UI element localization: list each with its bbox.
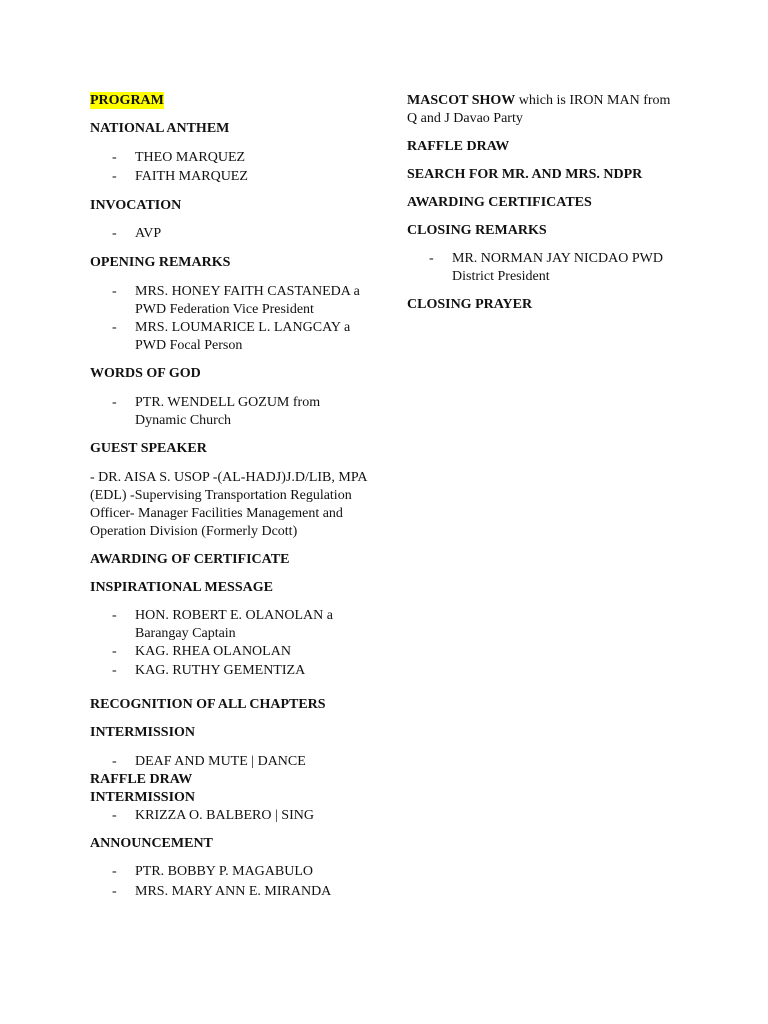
list-item xyxy=(407,250,677,286)
closing-prayer-heading: CLOSING PRAYER xyxy=(407,297,533,312)
list-item xyxy=(90,643,372,661)
search-heading: SEARCH FOR MR. AND MRS. NDPR xyxy=(407,167,643,182)
list-item xyxy=(90,225,372,243)
list-item xyxy=(90,319,372,355)
list-item-text: DEAF AND MUTE | DANCE xyxy=(135,754,306,769)
raffle-draw-heading: RAFFLE DRAW xyxy=(90,772,193,787)
list-item-text: FAITH MARQUEZ xyxy=(135,169,248,184)
mascot-show-text xyxy=(407,92,677,128)
mascot-show-heading: MASCOT SHOW xyxy=(407,93,516,108)
left-column xyxy=(90,92,372,901)
mascot-show-detail: which is IRON MAN from Q and J Davao Party xyxy=(407,93,671,126)
invocation-heading: INVOCATION xyxy=(90,198,182,213)
dash-marker: - xyxy=(112,320,117,335)
dash-marker: - xyxy=(112,884,117,899)
words-of-god-heading: WORDS OF GOD xyxy=(90,366,201,381)
list-item xyxy=(90,168,372,186)
list-item xyxy=(90,753,372,771)
dash-marker: - xyxy=(112,864,117,879)
dash-marker: - xyxy=(112,169,117,184)
closing-remarks-heading: CLOSING REMARKS xyxy=(407,223,547,238)
list-item-text: AVP xyxy=(135,226,162,241)
intermission-heading: INTERMISSION xyxy=(90,725,196,740)
dash-marker: - xyxy=(112,754,117,769)
awarding-of-certificate-heading: AWARDING OF CERTIFICATE xyxy=(90,552,290,567)
national-anthem-heading: NATIONAL ANTHEM xyxy=(90,121,230,136)
list-item xyxy=(90,149,372,167)
list-item-text: KAG. RUTHY GEMENTIZA xyxy=(135,663,306,678)
dash-marker: - xyxy=(112,284,117,299)
dash-marker: - xyxy=(112,226,117,241)
dash-marker: - xyxy=(112,663,117,678)
list-item-text: PTR. BOBBY P. MAGABULO xyxy=(135,864,314,879)
recognition-heading: RECOGNITION OF ALL CHAPTERS xyxy=(90,697,326,712)
list-item-text: PTR. WENDELL GOZUM from Dynamic Church xyxy=(135,395,321,428)
list-item xyxy=(90,863,372,881)
list-item xyxy=(90,607,372,643)
list-item-text: MRS. LOUMARICE L. LANGCAY a PWD Focal Person xyxy=(135,320,351,353)
list-item-text: MRS. HONEY FAITH CASTANEDA a PWD Federation Vice President xyxy=(135,284,360,317)
inspirational-message-heading: INSPIRATIONAL MESSAGE xyxy=(90,580,273,595)
program-highlight: PROGRAM xyxy=(90,93,164,108)
dash-marker: - xyxy=(112,608,117,623)
announcement-heading: ANNOUNCEMENT xyxy=(90,836,213,851)
right-column xyxy=(407,92,677,314)
list-item xyxy=(90,662,372,680)
dash-marker: - xyxy=(112,644,117,659)
program-title xyxy=(90,92,372,110)
guest-speaker-text: - DR. AISA S. USOP -(AL-HADJ)J.D/LIB, MPA (EDL) -Supervising Transportation Regulation Officer- Manager Facilities Management and Operation Division (Formerly Dcott) xyxy=(90,470,367,539)
dash-marker: - xyxy=(429,251,434,266)
list-item xyxy=(90,807,372,825)
guest-speaker-heading: GUEST SPEAKER xyxy=(90,441,207,456)
list-item-text: MR. NORMAN JAY NICDAO PWD District President xyxy=(452,251,663,284)
list-item xyxy=(90,883,372,901)
list-item-text: HON. ROBERT E. OLANOLAN a Barangay Captain xyxy=(135,608,333,641)
list-item-text: THEO MARQUEZ xyxy=(135,150,246,165)
list-item-text: MRS. MARY ANN E. MIRANDA xyxy=(135,884,332,899)
list-item xyxy=(90,283,372,319)
list-item-text: KRIZZA O. BALBERO | SING xyxy=(135,808,314,823)
opening-remarks-heading: OPENING REMARKS xyxy=(90,255,231,270)
dash-marker: - xyxy=(112,395,117,410)
dash-marker: - xyxy=(112,150,117,165)
list-item xyxy=(90,394,372,430)
list-item-text: KAG. RHEA OLANOLAN xyxy=(135,644,291,659)
intermission-heading: INTERMISSION xyxy=(90,790,196,805)
awarding-certificates-heading: AWARDING CERTIFICATES xyxy=(407,195,592,210)
dash-marker: - xyxy=(112,808,117,823)
raffle-draw-heading: RAFFLE DRAW xyxy=(407,139,510,154)
